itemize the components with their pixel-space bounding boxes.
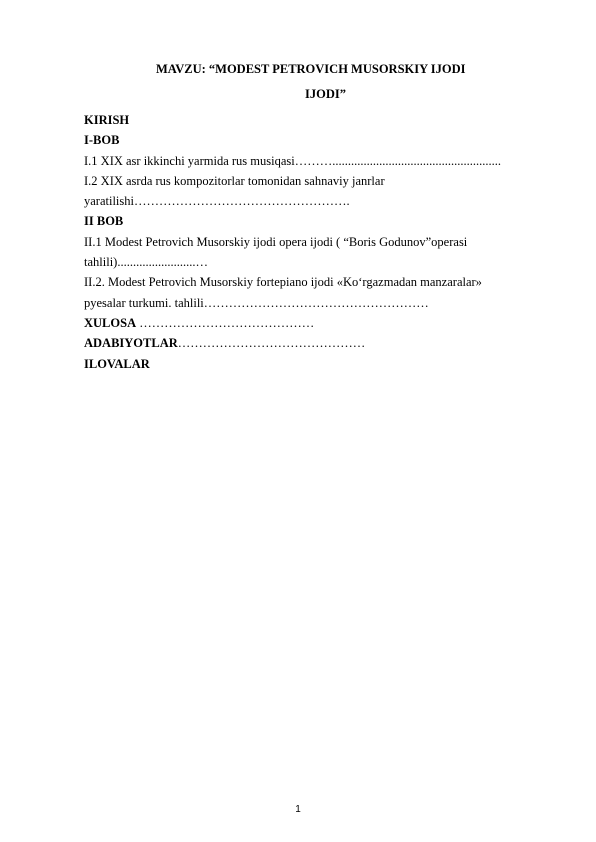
toc-entry-adabiyotlar-leader: ………………………………………	[177, 336, 366, 351]
toc-entry-2-2: II.2. Modest Petrovich Musorskiy fortepiano ijodi «Ko‘rgazmadan manzaralar»	[84, 275, 482, 290]
toc-entry-2-2-continued: pyesalar turkumi. tahlili………………………………………………	[84, 295, 429, 310]
toc-entry-1-1: I.1 XIX asr ikkinchi yarmida rus musiqasi………......................................................	[84, 153, 501, 168]
table-of-contents	[84, 110, 564, 374]
toc-entry-1-2: I.2 XIX asrda rus kompozitorlar tomonidan sahnaviy janrlar	[84, 173, 385, 188]
document-title-line-1: MAVZU: “MODEST PETROVICH MUSORSKIY IJODI	[156, 62, 466, 76]
document-title-line-2: IJODI”	[305, 87, 346, 101]
toc-entry-xulosa-leader: ……………………………………	[136, 315, 315, 330]
toc-entry-chapter-1: I-BOB	[84, 133, 120, 148]
toc-entry-ilovalar: ILOVALAR	[84, 356, 150, 371]
toc-entry-xulosa-label: XULOSA	[84, 315, 137, 330]
toc-entry-chapter-2: II BOB	[84, 214, 124, 229]
toc-entry-adabiyotlar	[84, 333, 564, 353]
toc-entry-2-1: II.1 Modest Petrovich Musorskiy ijodi opera ijodi ( “Boris Godunov”operasi	[84, 234, 468, 249]
toc-entry-adabiyotlar-label: ADABIYOTLAR	[84, 336, 178, 351]
toc-entry-kirish: KIRISH	[84, 113, 130, 127]
toc-entry-2-1-continued: tahlili).........................…	[84, 255, 208, 270]
toc-entry-xulosa	[84, 313, 564, 333]
toc-entry-1-2-continued: yaratilishi…………………………………………….	[84, 194, 350, 209]
page-number: 1	[295, 804, 301, 815]
